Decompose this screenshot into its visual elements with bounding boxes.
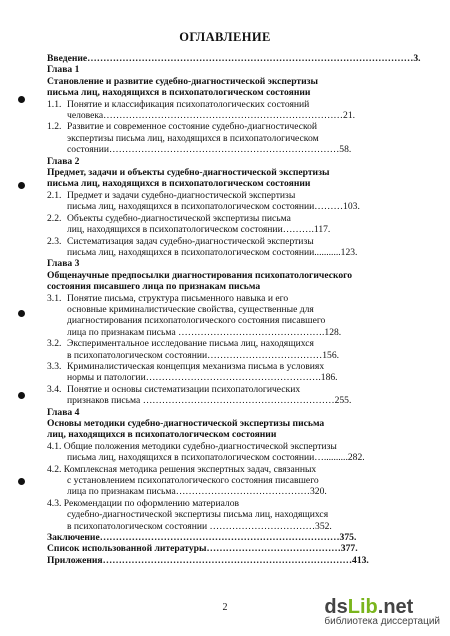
page-title: ОГЛАВЛЕНИЕ (179, 30, 271, 44)
binder-hole (18, 392, 25, 399)
toc-item: лиц, находящихся в психопатологическом состоянии……….117. (67, 224, 331, 236)
toc-intro: Введение…………………………………………………………………………………………3. (47, 53, 421, 64)
binder-hole (18, 478, 25, 485)
chapter-2-title: письма лиц, находящихся в психопатологическом состоянии (47, 178, 311, 190)
chapter-2-label: Глава 2 (47, 155, 80, 167)
toc-appendix: Приложения……………………………………………………………………413. (47, 554, 369, 566)
chapter-4-label: Глава 4 (47, 406, 80, 418)
toc-item: 3.4. Понятие и основы систематизации психопатологических (47, 383, 301, 395)
toc-item: человека…………………………………………………………………21. (67, 110, 356, 122)
toc-item: письма лиц, находящихся в психопатологическом состоянии…..........282. (67, 452, 365, 464)
toc-item: в психопатологическом состоянии………………………………156. (67, 349, 340, 361)
chapter-1-title: письма лиц, находящихся в психопатологическом состоянии (47, 87, 311, 99)
toc-item: 4.3. Рекомендации по оформлению материалов (47, 497, 240, 509)
chapter-2-title: Предмет, задачи и объекты судебно-диагностической экспертизы (47, 167, 330, 179)
watermark (324, 596, 440, 627)
toc-item: диагностирования психопатологического состояния писавшего (67, 315, 326, 327)
toc-item: 1.2. Развитие и современное состояние судебно-диагностической (47, 121, 318, 133)
binder-hole (18, 182, 25, 189)
chapter-1-label: Глава 1 (47, 64, 80, 76)
toc-item: 4.1. Общие положения методики судебно-диагностической экспертизы (47, 440, 337, 452)
chapter-4-title: лиц, находящихся в психопатологическом состоянии (47, 429, 277, 441)
toc-item: лица по признакам письма……………………………………320. (67, 486, 327, 498)
toc-item: нормы и патологии……………………………………………….186. (67, 372, 338, 384)
toc-references: Список использованной литературы……………………………………377. (47, 543, 358, 555)
toc-item: 2.3. Систематизация задач судебно-диагностической экспертизы (47, 235, 314, 247)
toc-item: лица по признакам письма ……………………………………….128. (67, 326, 342, 338)
toc-item: 3.2. Экспериментальное исследование письма лиц, находящихся (47, 338, 314, 350)
chapter-3-label: Глава 3 (47, 258, 80, 270)
toc-item: состоянии………………………………………………………………58. (67, 144, 352, 156)
chapter-1-title: Становление и развитие судебно-диагностической экспертизы (47, 75, 318, 87)
toc-item: 2.1. Предмет и задачи судебно-диагностической экспертизы (47, 189, 296, 201)
chapter-4-title: Основы методики судебно-диагностической экспертизы письма (47, 418, 325, 429)
table-of-contents (47, 53, 421, 566)
watermark-logo: dsLib.net (324, 596, 414, 618)
toc-item: основные криминалистические свойства, существенные для (67, 303, 314, 315)
binder-hole (18, 96, 25, 103)
toc-item: 3.1. Понятие письма, структура письменного навыка и его (47, 292, 289, 304)
toc-item: с установлением психопатологического состояния писавшего (67, 475, 319, 487)
page-number: 2 (222, 602, 228, 613)
toc-item: 1.1. Понятие и классификация психопатологических состояний (47, 98, 310, 110)
chapter-3-title: состояния писавшего лица по признакам письма (47, 281, 261, 293)
toc-item: признаков письма ……………………………………………………255. (67, 395, 352, 407)
watermark-subtitle: библиотека диссертаций (324, 616, 440, 627)
toc-item: судебно-диагностической экспертизы письма лиц, находящихся (67, 509, 329, 521)
toc-item: письма лиц, находящихся в психопатологическом состоянии...........123. (67, 246, 358, 258)
toc-item: 4.2. Комплексная методика решения экспертных задач, связанных (47, 463, 317, 475)
toc-item: письма лиц, находящихся в психопатологическом состоянии………103. (67, 201, 360, 213)
toc-item: 2.2. Объекты судебно-диагностической экспертизы письма (47, 212, 291, 224)
chapter-3-title: Общенаучные предпосылки диагностирования психопатологического (47, 269, 353, 281)
toc-item: в психопатологическом состоянии ……………………………352. (67, 520, 332, 532)
toc-item: 3.3. Криминалистическая концепция механизма письма в условиях (47, 360, 325, 372)
toc-conclusion: Заключение…………………………………………………………………375. (47, 532, 357, 544)
binder-hole (18, 310, 25, 317)
toc-item: экспертизы письма лиц, находящихся в психопатологическом (67, 132, 319, 144)
